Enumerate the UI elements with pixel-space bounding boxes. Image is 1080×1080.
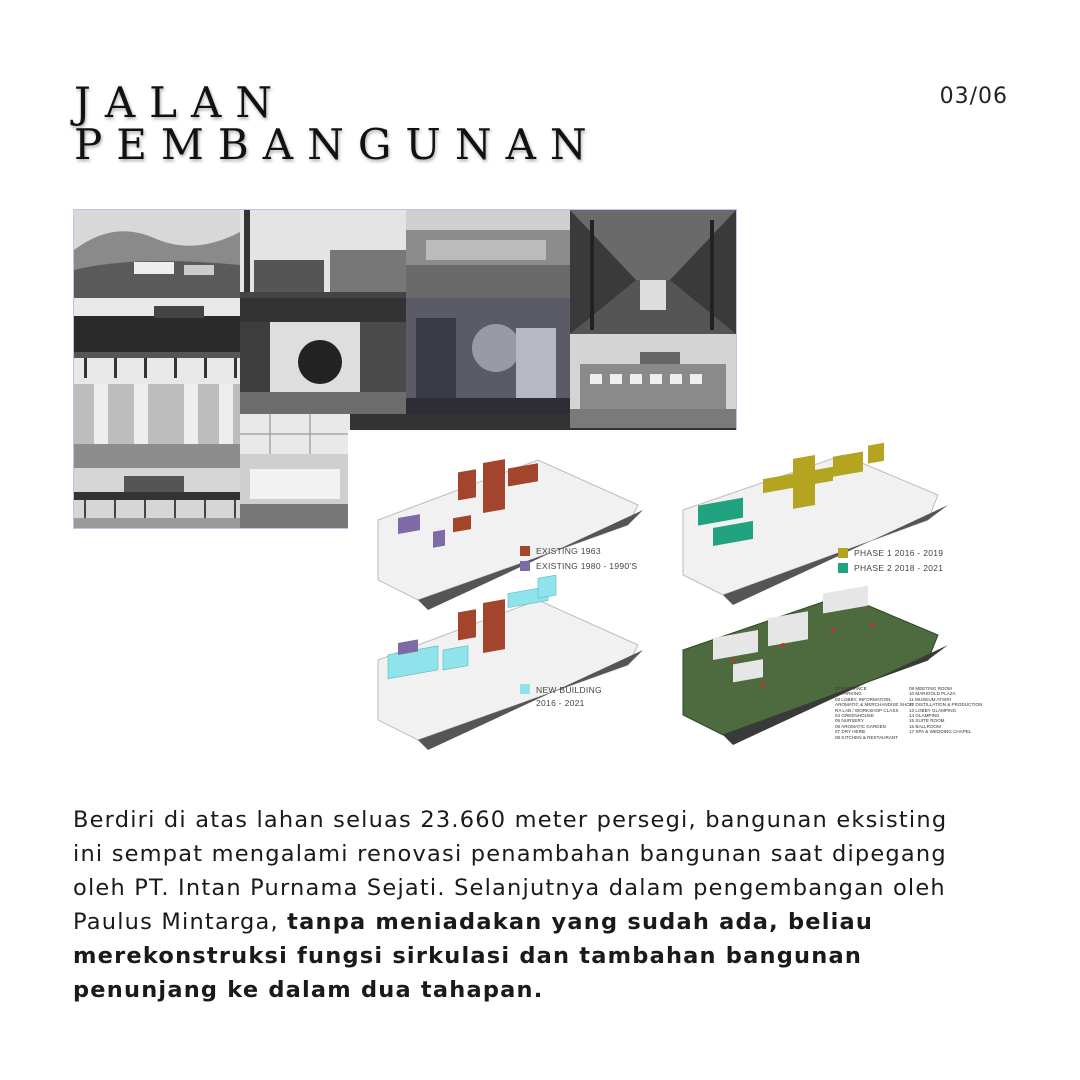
legend-label-phase-2: PHASE 2 2018 - 2021	[854, 563, 944, 573]
site-key-item: 01 ENTRANCE	[835, 686, 867, 691]
page-title	[74, 78, 601, 169]
site-key-item: RA LAB / WORKSHOP CLASS	[835, 707, 899, 713]
page-number: 03/06	[939, 84, 1008, 109]
photo-two-storey-building	[570, 334, 736, 428]
site-key-item: 04 GREENHOUSE	[835, 713, 875, 719]
legend-label-existing-1963: EXISTING 1963	[536, 546, 601, 556]
body-text-bold: tanpa meniadakan yang sudah ada, beliau merekonstruksi fungsi sirkulasi dan tambahan bangunan penunjang ke dalam dua tahapan.	[73, 909, 874, 1003]
site-key-item: 10 MARIGOLD PLAZA	[909, 691, 956, 697]
photo-factory-chimney	[240, 210, 406, 298]
photo-tree-walkway	[240, 322, 406, 414]
site-key-item: 05 NURSERY	[835, 718, 864, 724]
photo-raised-pavilion	[74, 298, 240, 384]
site-key-item: 12 DISTILLATION & PRODUCTION	[909, 702, 983, 708]
site-key-item: 11 MUSEUM ATSIRI	[909, 696, 951, 702]
photo-workshop-interior	[240, 414, 350, 528]
photo-landscape-factory	[74, 210, 240, 298]
legend-item-phase-1	[838, 548, 943, 558]
plan-existing-buildings	[358, 450, 658, 605]
swatch-new-building	[520, 684, 530, 694]
site-key-item: 15 SUITE ROOM	[909, 718, 945, 724]
legend-label-existing-1980: EXISTING 1980 - 1990'S	[536, 561, 638, 571]
site-key-item: 13 LOBBY GLAMPING	[909, 707, 957, 713]
site-key-item: 02 PARKING	[835, 691, 862, 697]
legend-new-building	[520, 684, 602, 715]
plan-new-building	[358, 590, 658, 745]
body-paragraph	[73, 803, 973, 1007]
legend-label-new-building: NEW BUILDING	[536, 685, 602, 695]
site-key-item: AROMATIC & MERCHANDISE SHOP	[835, 702, 913, 708]
swatch-phase-2	[838, 563, 848, 573]
legend-item-new-building	[520, 684, 602, 710]
photo-long-shed	[74, 468, 240, 528]
swatch-existing-1963	[520, 546, 530, 556]
site-key-item: 07 DRY HERB	[835, 729, 865, 735]
legend-label-new-building-years: 2016 - 2021	[536, 698, 585, 708]
swatch-existing-1980	[520, 561, 530, 571]
plan-development-phases	[673, 450, 973, 605]
photo-interior-columns	[74, 384, 240, 468]
photo-courtyard-building	[406, 210, 570, 298]
legend-existing	[520, 546, 637, 576]
site-key-list	[835, 686, 983, 740]
legend-item-phase-2	[838, 563, 943, 573]
legend-phases	[838, 548, 943, 578]
title-line-2: PEMBANGUNAN	[74, 120, 601, 169]
title-line-1: JALAN	[74, 78, 287, 127]
body-text-regular: Berdiri di atas lahan seluas 23.660 meter persegi, bangunan eksisting ini sempat mengalami renovasi penambahan bangunan saat dipegang oleh PT. Intan Purnama Sejati. Selanjutnya dalam pengembangan oleh Paulus Mintarga,	[73, 807, 948, 935]
swatch-phase-1	[838, 548, 848, 558]
site-key-item: 09 MEETING ROOM	[909, 686, 952, 691]
legend-item-existing-1963	[520, 546, 637, 556]
site-development-plans	[348, 430, 983, 750]
legend-item-existing-1980	[520, 561, 637, 571]
site-key-item: 08 KITCHEN & RESTAURANT	[835, 734, 898, 740]
site-key-item: 03 LOBBY, INFORMATION,	[835, 696, 892, 702]
site-key-item: 14 GLAMPING	[909, 713, 940, 719]
site-key-item: 16 BALLROOM	[909, 723, 941, 729]
site-key-item: 06 AROMATIC GARDEN	[835, 723, 886, 729]
photo-concrete-corridor	[570, 210, 736, 334]
legend-label-phase-1: PHASE 1 2016 - 2019	[854, 548, 944, 558]
site-key-item: 17 SPA & WEDDING CHAPEL	[909, 729, 972, 735]
photo-distillation-machinery	[406, 298, 570, 414]
